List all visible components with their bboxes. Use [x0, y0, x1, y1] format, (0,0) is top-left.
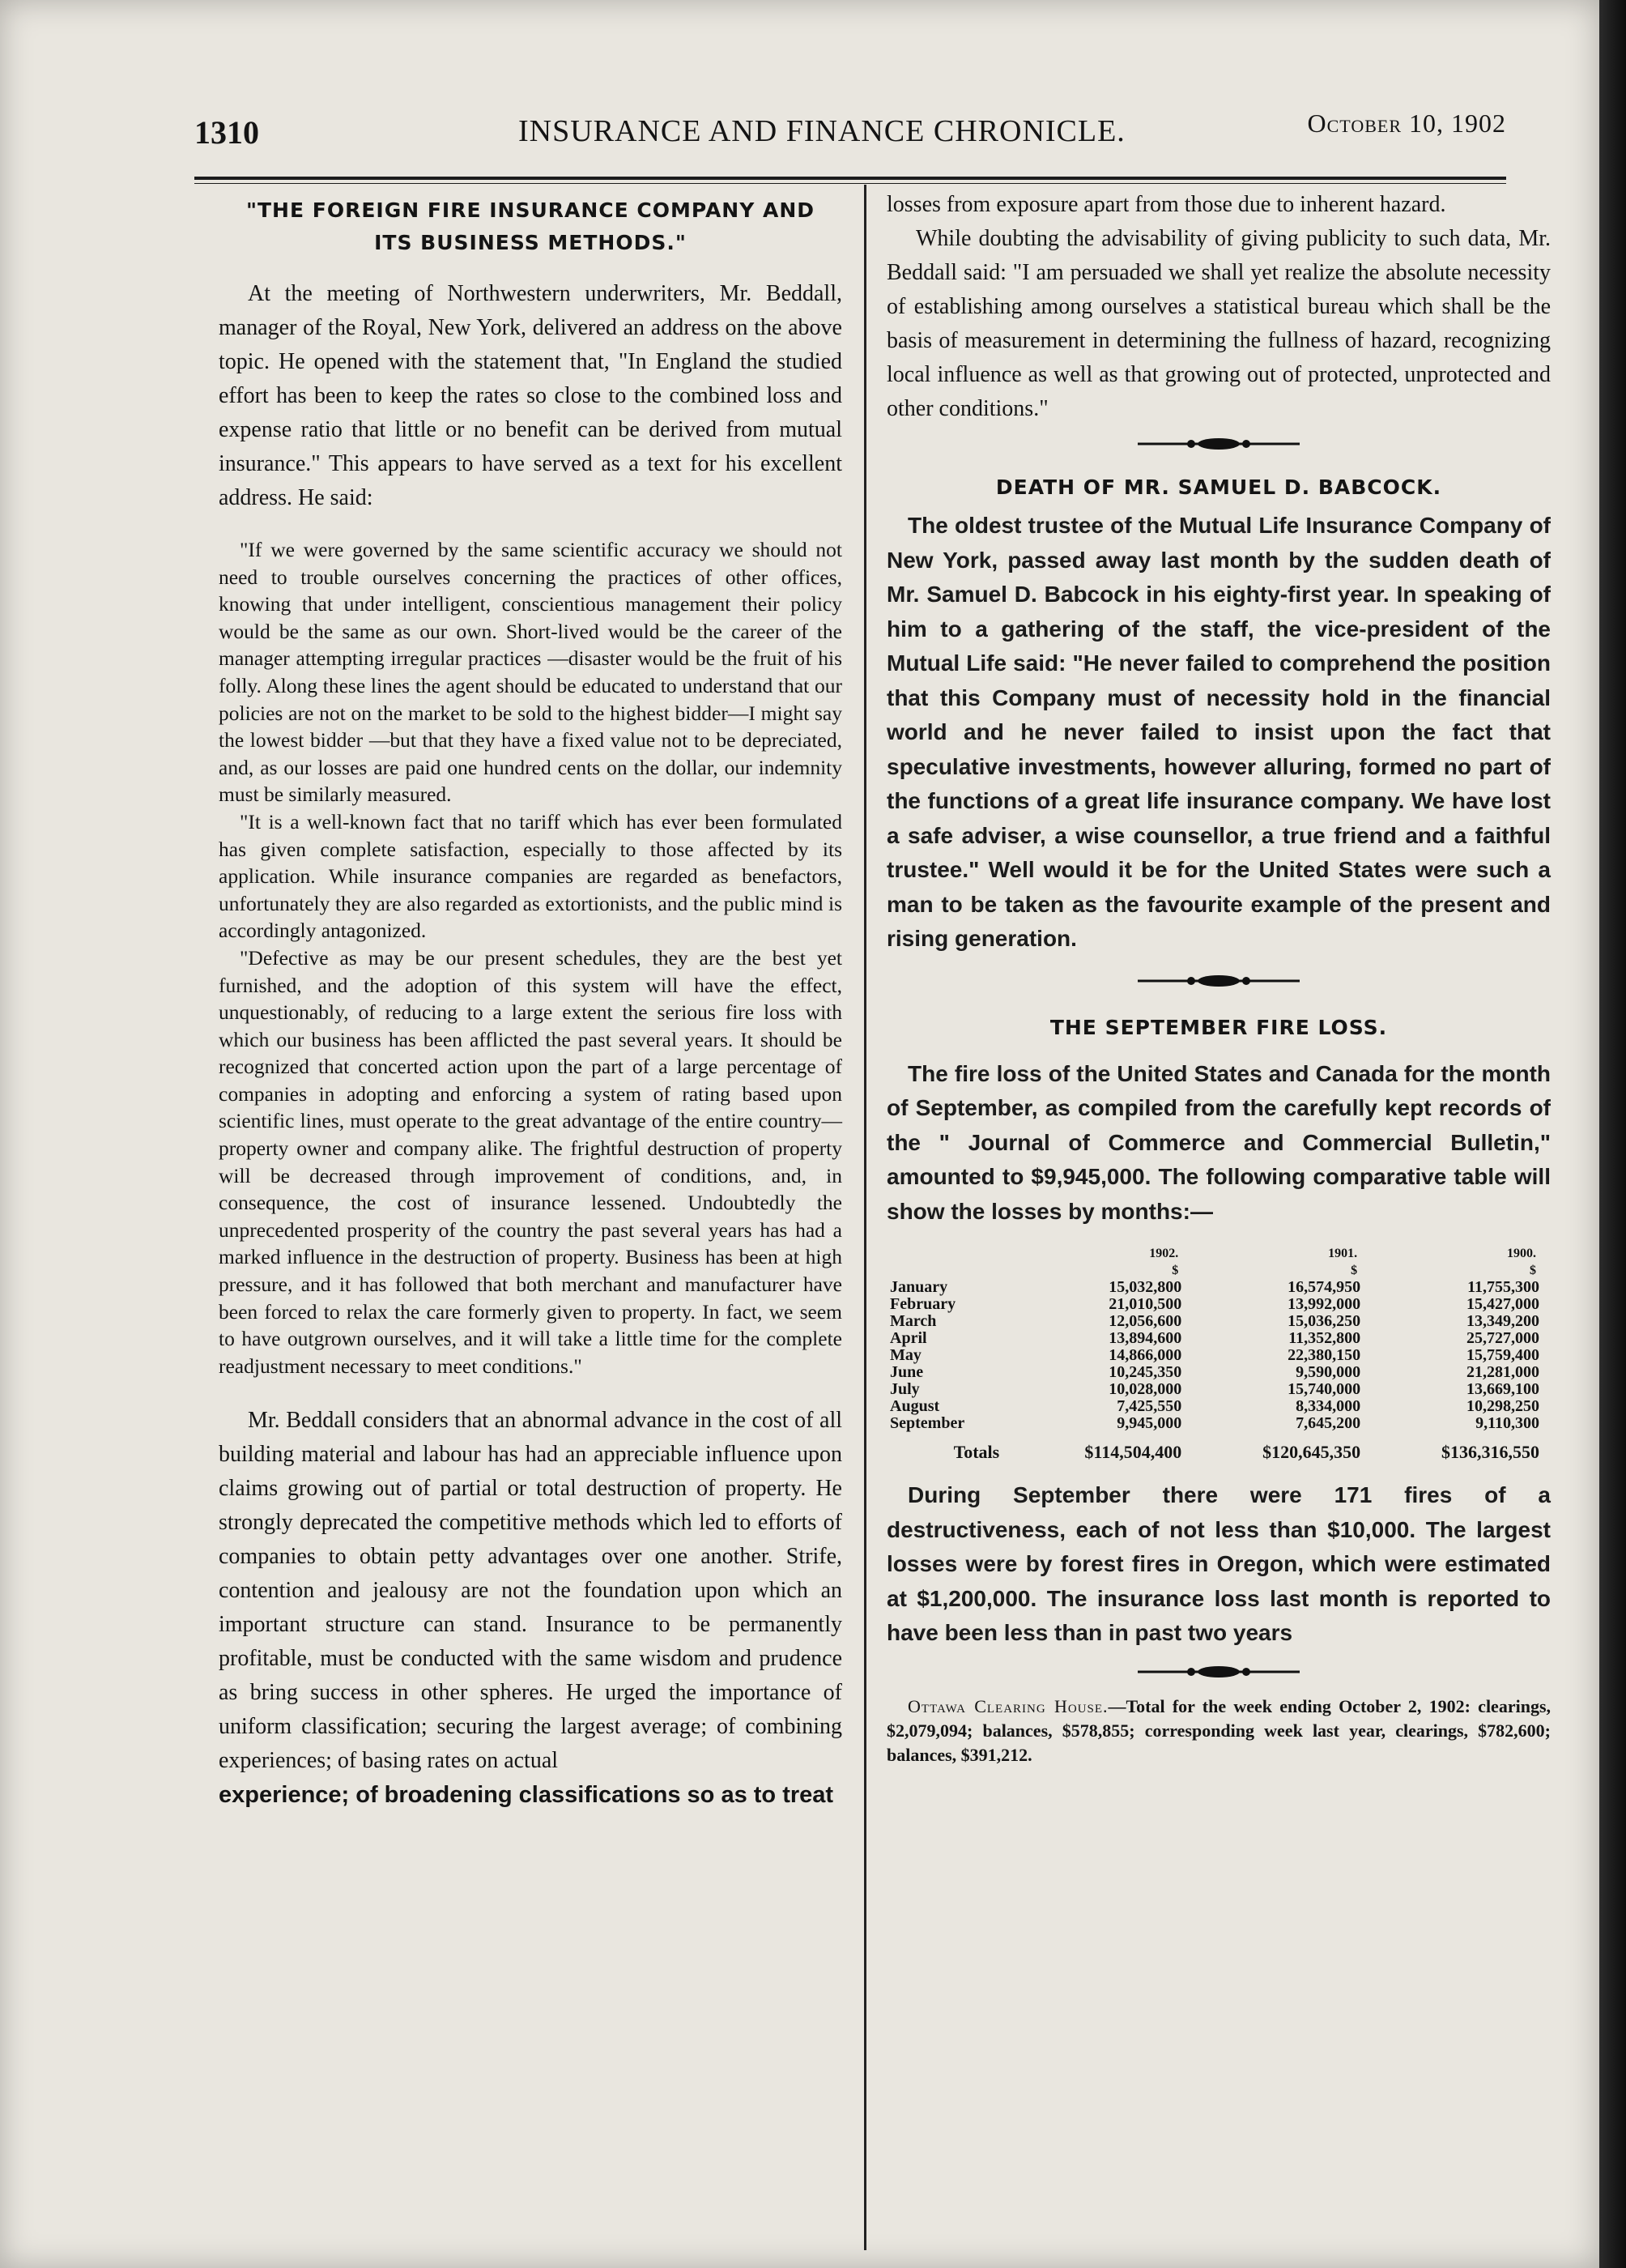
article-title-line1: "THE FOREIGN FIRE INSURANCE COMPANY AND: [245, 198, 815, 222]
table-row: [887, 1279, 1551, 1296]
loss-value-cell: 13,992,000: [1288, 1295, 1361, 1313]
notice-lead: Ottawa Clearing House.: [908, 1695, 1109, 1716]
total-1902: $114,504,400: [1084, 1442, 1182, 1462]
table-row: [887, 1415, 1551, 1432]
loss-value-cell: 8,334,000: [1296, 1397, 1361, 1415]
left-column: [219, 188, 842, 1812]
month-cell: September: [890, 1414, 965, 1432]
loss-value-cell: 10,298,250: [1466, 1397, 1539, 1415]
loss-value-cell: 11,755,300: [1467, 1278, 1539, 1296]
loss-value-cell: 9,110,300: [1475, 1414, 1539, 1432]
continued-paragraph: losses from exposure apart from those due to inherent hazard.: [887, 192, 1446, 217]
loss-value-cell: 13,349,200: [1466, 1312, 1539, 1330]
column-rule: [864, 185, 866, 2250]
september-fires-paragraph: During September there were 171 fires of a destructiveness, each of not less than $10,000. The largest losses were by forest fires in Oregon, which were estimated at $1,200,000. The insurance loss last month is reported to have been less than in past two years: [887, 1482, 1551, 1645]
article-intro-paragraph: At the meeting of Northwestern underwriters, Mr. Beddall, manager of the Royal, New York, delivered an address on the above topic. He opened with the statement that, "In England the studied effort has been to keep the rates so close to the combined loss and expense ratio that little or no benefit can be derived from mutual insurance." This appears to have served as a text for his excellent address. He said:: [219, 281, 842, 510]
year-header: 1900.: [1507, 1247, 1536, 1260]
table-row: [887, 1313, 1551, 1330]
issue-date: October 10, 1902: [1307, 109, 1506, 138]
article-title-foreign-fire: [219, 194, 842, 259]
loss-value-cell: 13,894,600: [1109, 1329, 1182, 1347]
loss-value-cell: 12,056,600: [1109, 1312, 1182, 1330]
table-totals-row: [887, 1432, 1551, 1460]
month-cell: January: [890, 1278, 948, 1296]
quote-paragraph-1: "If we were governed by the same scientific accuracy we should not need to trouble ourselves concerning the practices of other offices, knowing that under intelligent, conscientious management their policy would be the same as our own. Short-lived would be the career of the manager attempting irregular practices —disaster would be the fruit of his folly. Along these lines the agent should be educated to understand that our policies are not on the market to be sold to the highest bidder—I might say the lowest bidder —but that they have a fixed value not to be depreciated, and, as our losses are paid one hundred cents on the dollar, our indemnity must be similarly measured.: [219, 538, 842, 807]
loss-value-cell: 21,010,500: [1109, 1295, 1182, 1313]
month-cell: August: [890, 1397, 940, 1415]
journal-title: INSURANCE AND FINANCE CHRONICLE.: [518, 114, 1126, 148]
table-currency-row: [887, 1262, 1551, 1279]
table-row: [887, 1330, 1551, 1347]
table-row: [887, 1296, 1551, 1313]
table-row: [887, 1347, 1551, 1364]
currency-symbol: $: [1172, 1264, 1179, 1277]
loss-value-cell: 16,574,950: [1288, 1278, 1361, 1296]
right-column: [887, 188, 1551, 1767]
month-cell: March: [890, 1312, 937, 1330]
beddall-paragraph-last-line: experience; of broadening classifications so as to treat: [219, 1782, 834, 1809]
loss-value-cell: 14,866,000: [1109, 1346, 1182, 1364]
loss-value-cell: 15,036,250: [1288, 1312, 1361, 1330]
page-number: 1310: [194, 114, 259, 151]
quote-paragraph-3: "Defective as may be our present schedules, they are the best yet furnished, and the adoption of this system will have the effect, unquestionably, of reducing to a large extent the serious fire loss with which our business has been afflicted the past several years. It should be recognized that concerted action upon the part of a large percentage of companies in adopting and enforcing a system of rating based upon scientific lines, must operate to the great advantage of the entire country—property owner and company alike. The frightful destruction of property will be decreased through improvement of conditions, and, in consequence, the cost of insurance lessened. Undoubtedly the unprecedented prosperity of the country the past several years has had a marked influence in the destruction of property. Business has been at high pressure, and it has followed that both merchant and manufacturer have been forced to relax the care formerly given to property. In fact, we seem to have outgrown ourselves, and it will take a little time for the complete readjustment necessary to meet conditions.": [219, 945, 842, 1378]
loss-value-cell: 10,245,350: [1109, 1363, 1182, 1381]
ornament-icon: [1138, 1662, 1300, 1682]
currency-symbol: $: [1351, 1264, 1358, 1277]
loss-value-cell: 7,645,200: [1296, 1414, 1361, 1432]
page-edge-shadow: [1599, 0, 1626, 2268]
article-title-line2: ITS BUSINESS METHODS.": [374, 231, 687, 254]
fire-loss-intro: The fire loss of the United States and Canada for the month of September, as compiled from the carefully kept records of the " Journal of Commerce and Commercial Bulletin," amounted to $9,945,000. The following comparative table will show the losses by months:—: [887, 1060, 1551, 1224]
table-row: [887, 1364, 1551, 1381]
header-rule-thin: [194, 183, 1506, 184]
fire-loss-table: [887, 1245, 1551, 1460]
loss-value-cell: 9,945,000: [1117, 1414, 1182, 1432]
beddall-paragraph: Mr. Beddall considers that an abnormal advance in the cost of all building material and labour has had an appreciable influence upon claims growing out of partial or total destruction of property. He strongly deprecated the competitive methods which led to efforts of companies to obtain petty advantages over one another. Strife, contention and jealousy are not the foundation upon which an important structure can stand. Insurance to be permanently profitable, must be conducted with the same wisdom and prudence as bring success in other spheres. He urged the importance of uniform classification; securing the largest average; of combining experiences; of basing rates on actual: [219, 1408, 842, 1774]
loss-value-cell: 11,352,800: [1288, 1329, 1361, 1347]
running-head: [194, 109, 1506, 162]
ottawa-clearing-notice: [887, 1695, 1551, 1767]
loss-value-cell: 9,590,000: [1296, 1363, 1361, 1381]
year-header: 1902.: [1149, 1247, 1179, 1260]
loss-value-cell: 15,032,800: [1109, 1278, 1182, 1296]
babcock-paragraph: The oldest trustee of the Mutual Life Insurance Company of New York, passed away last month by the sudden death of Mr. Samuel D. Babcock in his eighty-first year. In speaking of him to a gathering of the staff, the vice-president of the Mutual Life said: "He never failed to comprehend the position that this Company must of necessity hold in the financial world and he never failed to insist upon the fact that speculative investments, however alluring, formed no part of the functions of a great life insurance company. We have lost a safe adviser, a wise counsellor, a true friend and a faithful trustee." Well would it be for the United States were such a man to be taken as the favourite example of the present and rising generation.: [887, 513, 1551, 951]
total-1900: $136,316,550: [1441, 1442, 1539, 1462]
totals-label: Totals: [953, 1442, 1000, 1462]
notice-text: —Total for the week ending October 2, 1902: clearings, $2,079,094; balances, $578,855; corresponding week last year, clearings, $782,600; balances, $391,212.: [887, 1695, 1552, 1765]
ornament-divider-1: [887, 434, 1551, 467]
header-rule: [194, 177, 1506, 180]
total-1901: $120,645,350: [1262, 1442, 1361, 1462]
loss-value-cell: 7,425,550: [1117, 1397, 1182, 1415]
ornament-icon: [1138, 971, 1300, 991]
currency-symbol: $: [1530, 1264, 1536, 1277]
article-title-babcock: DEATH OF MR. SAMUEL D. BABCOCK.: [995, 475, 1442, 499]
loss-value-cell: 25,727,000: [1466, 1329, 1539, 1347]
ornament-divider-2: [887, 971, 1551, 1004]
month-cell: July: [890, 1380, 920, 1398]
month-cell: May: [890, 1346, 922, 1364]
month-cell: June: [890, 1363, 924, 1381]
table-header-row: [887, 1245, 1551, 1262]
quote-paragraph-2: "It is a well-known fact that no tariff which has ever been formulated has given complete satisfaction, especially to those affected by its application. While insurance companies are regarded as benefactors, unfortunately they are also regarded as extortionists, and the public mind is accordingly antagonized.: [219, 809, 842, 943]
loss-value-cell: 15,740,000: [1288, 1380, 1361, 1398]
month-cell: April: [890, 1329, 927, 1347]
loss-value-cell: 15,759,400: [1466, 1346, 1539, 1364]
table-row: [887, 1398, 1551, 1415]
ornament-icon: [1138, 434, 1300, 454]
publicity-paragraph: While doubting the advisability of giving publicity to such data, Mr. Beddall said: "I am persuaded we shall yet realize the absolute necessity of establishing among ourselves a statistical bureau which shall be the basis of measurement in determining the fullness of hazard, recognizing local influence as well as that growing out of protected, unprotected and other conditions.": [887, 226, 1551, 421]
loss-value-cell: 13,669,100: [1466, 1380, 1539, 1398]
loss-value-cell: 21,281,000: [1466, 1363, 1539, 1381]
year-header: 1901.: [1328, 1247, 1358, 1260]
article-title-september-fire: THE SEPTEMBER FIRE LOSS.: [1049, 1015, 1388, 1039]
loss-value-cell: 15,427,000: [1466, 1295, 1539, 1313]
month-cell: February: [890, 1295, 956, 1313]
table-row: [887, 1381, 1551, 1398]
ornament-divider-3: [887, 1662, 1551, 1695]
loss-value-cell: 22,380,150: [1288, 1346, 1361, 1364]
loss-value-cell: 10,028,000: [1109, 1380, 1182, 1398]
